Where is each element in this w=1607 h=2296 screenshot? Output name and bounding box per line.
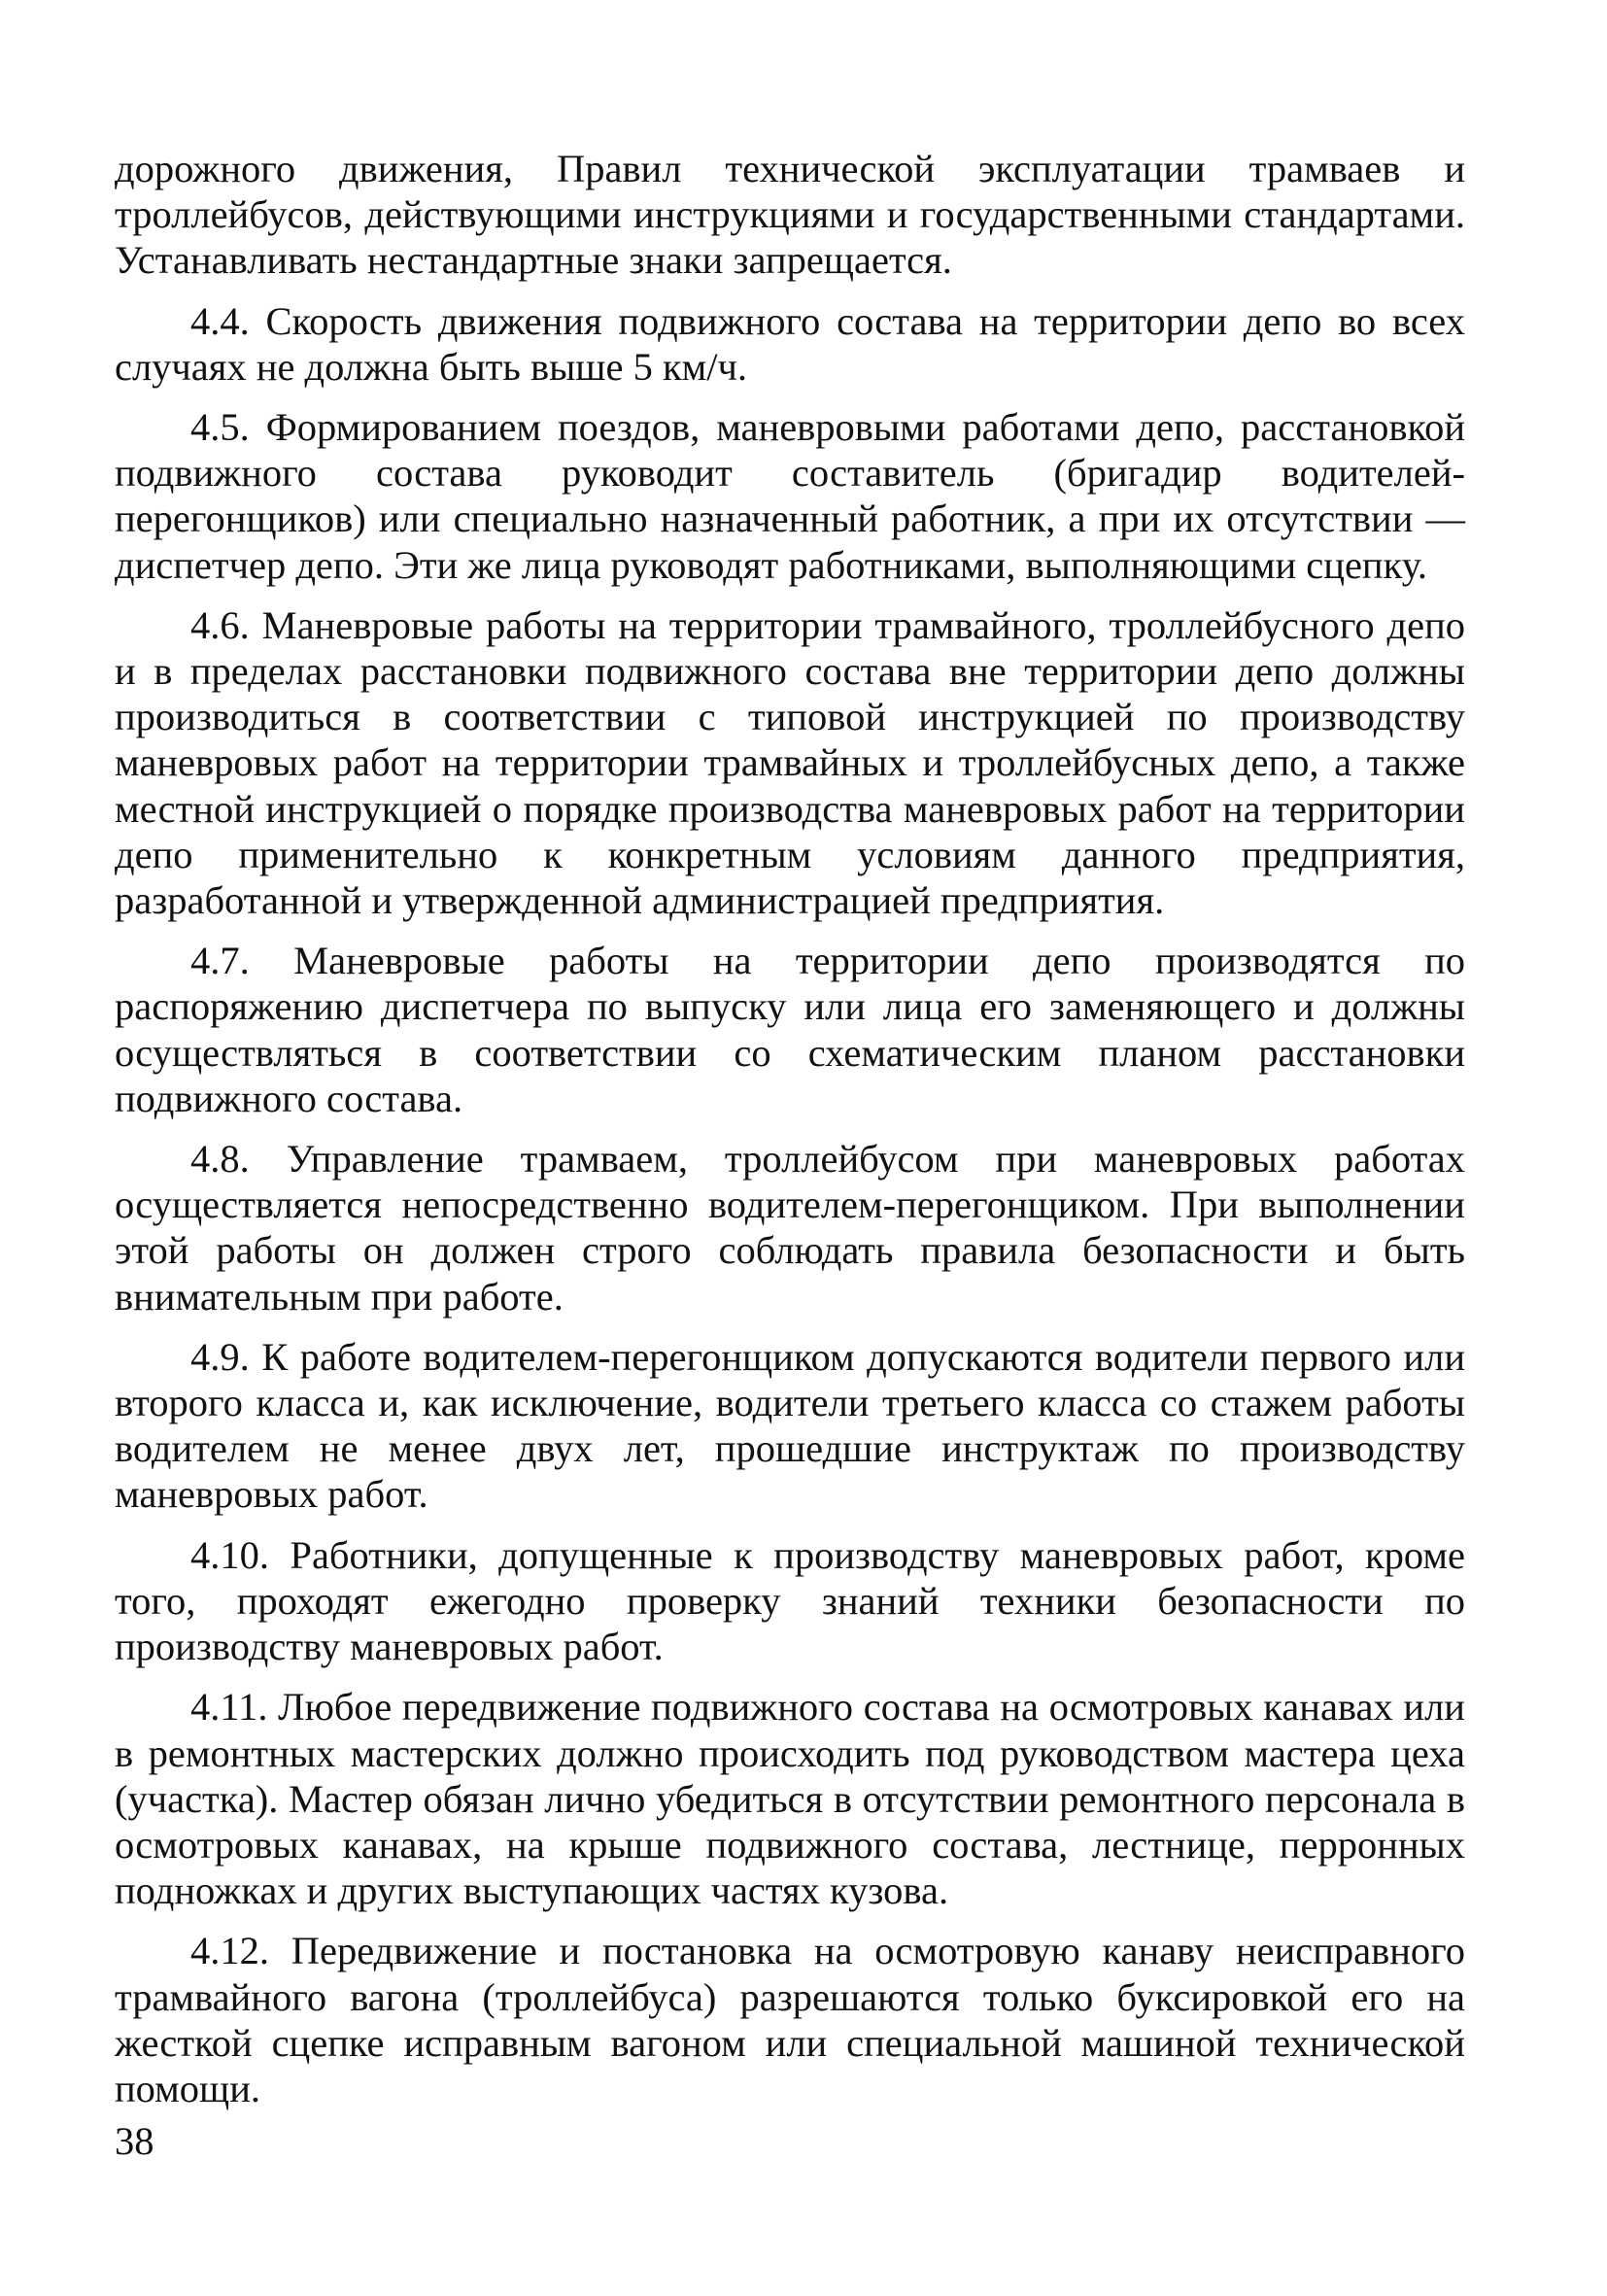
paragraph-4-10: 4.10. Работники, допущенные к производству маневровых работ, кроме того, проходят ежегодно проверку знаний техники безопасности по производству маневровых работ. xyxy=(115,1532,1465,1669)
paragraph-continuation: дорожного движения, Правил технической эксплуатации трамваев и троллейбусов, действующими инструкциями и государственными стандартами. Устанавливать нестандартные знаки запрещается. xyxy=(115,147,1465,283)
document-body xyxy=(115,146,1465,2126)
paragraph-4-8: 4.8. Управление трамваем, троллейбусом при маневровых работах осуществляется непосредственно водителем-перегонщиком. При выполнении этой работы он должен строго соблюдать правила безопасности и быть внимательным при работе. xyxy=(115,1137,1465,1319)
page-number: 38 xyxy=(115,2119,154,2163)
paragraph-4-6: 4.6. Маневровые работы на территории трамвайного, троллейбусного депо и в пределах расстановки подвижного состава вне территории депо должны производиться в соответствии с типовой инструкцией по производству маневровых работ на территории трамвайных и троллейбусных депо, а также местной инструкцией о порядке производства маневровых работ на территории депо применительно к конкретным условиям данного предприятия, разработанной и утвержденной администрацией предприятия. xyxy=(115,602,1465,923)
paragraph-4-11: 4.11. Любое передвижение подвижного состава на осмотровых канавах или в ремонтных мастерских должно происходить под руководством мастера цеха (участка). Мастер обязан лично убедиться в отсутствии ремонтного персонала в осмотровых канавах, на крыше подвижного состава, лестнице, перронных подножках и других выступающих частях кузова. xyxy=(115,1685,1465,1913)
paragraph-4-9: 4.9. К работе водителем-перегонщиком допускаются водители первого или второго класса и, как исключение, водители третьего класса со стажем работы водителем не менее двух лет, прошедшие инструктаж по производству маневровых работ. xyxy=(115,1334,1465,1517)
paragraph-4-5: 4.5. Формированием поездов, маневровыми работами депо, расстановкой подвижного состава руководит составитель (бригадир водителей-перегонщиков) или специально назначенный работник, а при их отсутствии — диспетчер депо. Эти же лица руководят работниками, выполняющими сцепку. xyxy=(115,405,1465,587)
paragraph-4-4: 4.4. Скорость движения подвижного состава на территории депо во всех случаях не должна быть выше 5 км/ч. xyxy=(115,298,1465,389)
paragraph-4-12: 4.12. Передвижение и постановка на осмотровую канаву неисправного трамвайного вагона (троллейбуса) разрешаются только буксировкой его на жесткой сцепке исправным вагоном или специальной машиной технической помощи. xyxy=(115,1929,1465,2110)
paragraph-4-7: 4.7. Маневровые работы на территории депо производятся по распоряжению диспетчера по выпуску или лица его заменяющего и должны осуществляться в соответствии со схематическим планом расстановки подвижного состава. xyxy=(115,939,1465,1120)
